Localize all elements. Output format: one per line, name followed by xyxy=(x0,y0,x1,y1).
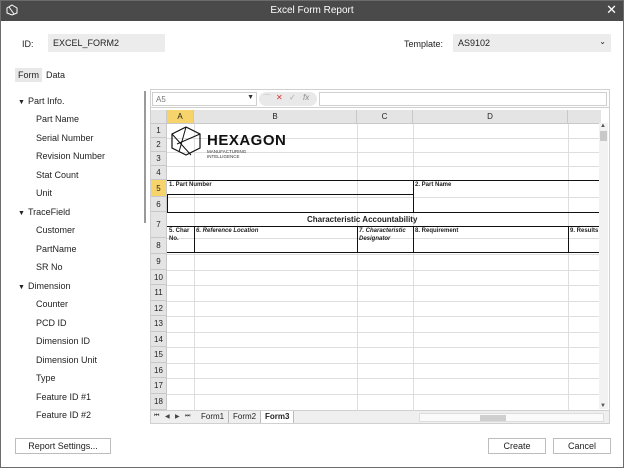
sheet-tab-form1[interactable]: Form1 xyxy=(197,411,229,423)
name-box-value: A5 xyxy=(156,95,166,104)
confirm-icon[interactable]: ✓ xyxy=(289,93,296,102)
last-sheet-icon[interactable]: ⏭ xyxy=(185,413,191,419)
tree-scrollbar[interactable] xyxy=(144,91,146,223)
first-sheet-icon[interactable]: ⏮ xyxy=(154,413,160,419)
cell-requirement: 8. Requirement xyxy=(415,228,459,234)
template-value: AS9102 xyxy=(458,38,491,48)
id-label: ID: xyxy=(22,39,34,49)
vertical-scroll-thumb[interactable] xyxy=(600,131,607,141)
cell-char-designator-line1: 7. Characteristic xyxy=(359,228,406,234)
tree-group-part-info[interactable] xyxy=(18,96,65,106)
cell-grid xyxy=(151,110,601,410)
caret-down-icon: ▼ xyxy=(18,284,25,291)
tab-form[interactable]: Form xyxy=(15,68,42,82)
row-header-16[interactable]: 16 xyxy=(151,363,167,378)
title-bar xyxy=(1,1,623,21)
row-header-7[interactable]: 7 xyxy=(151,212,167,238)
tree-item-label: TraceField xyxy=(28,207,71,217)
row-header-12[interactable]: 12 xyxy=(151,301,167,316)
cell-reference-location: 6. Reference Location xyxy=(196,228,259,234)
logo-wordmark: HEXAGON xyxy=(207,132,287,149)
tree-item-pcd-id[interactable]: PCD ID xyxy=(36,318,67,328)
cell-char-no-line2: No. xyxy=(169,236,179,242)
tree-item-dimension-id[interactable]: Dimension ID xyxy=(36,336,91,346)
caret-down-icon: ▼ xyxy=(18,210,25,217)
column-header-a[interactable]: A xyxy=(167,110,194,124)
report-settings-button[interactable]: Report Settings... xyxy=(15,438,111,454)
prev-sheet-icon[interactable]: ◀ xyxy=(165,414,170,420)
row-header-4[interactable]: 4 xyxy=(151,166,167,180)
tab-data[interactable]: Data xyxy=(46,70,66,80)
create-button[interactable]: Create xyxy=(488,438,546,454)
row-header-10[interactable]: 10 xyxy=(151,270,167,285)
cell-char-no-line1: 5. Char xyxy=(169,228,190,234)
formula-buttons xyxy=(259,92,317,106)
close-icon[interactable]: ✕ xyxy=(606,2,617,17)
template-select[interactable] xyxy=(453,34,611,52)
tree-item-customer[interactable]: Customer xyxy=(36,225,76,235)
row-header-18[interactable]: 18 xyxy=(151,394,167,410)
scroll-down-icon[interactable]: ▼ xyxy=(600,403,606,409)
tree-item-sr-no[interactable]: SR No xyxy=(36,262,63,272)
fx-icon[interactable]: fx xyxy=(303,93,310,102)
vertical-scrollbar[interactable] xyxy=(599,123,608,409)
tree-item-feature-id-1[interactable]: Feature ID #1 xyxy=(36,392,92,402)
cancel-icon[interactable]: ✕ xyxy=(276,93,283,102)
tree-item-stat-count[interactable]: Stat Count xyxy=(36,170,79,180)
sheet-tab-form3[interactable]: Form3 xyxy=(261,411,294,423)
row-header-11[interactable]: 11 xyxy=(151,285,167,301)
window-title: Excel Form Report xyxy=(270,5,354,16)
spreadsheet xyxy=(150,89,610,424)
row-header-8[interactable]: 8 xyxy=(151,238,167,254)
cell-results: 9. Results xyxy=(570,228,599,234)
row-header-5[interactable]: 5 xyxy=(151,180,167,197)
chevron-down-icon: ▼ xyxy=(247,94,254,101)
sheet-tab-form2[interactable]: Form2 xyxy=(229,411,261,423)
selected-cell[interactable] xyxy=(167,194,414,213)
tree-item-revision-number[interactable]: Revision Number xyxy=(36,151,106,161)
tree-group-dimension[interactable] xyxy=(18,281,71,291)
tree-item-label: Dimension xyxy=(28,281,71,291)
tree-item-partname[interactable]: PartName xyxy=(36,244,77,254)
cells-area[interactable] xyxy=(167,124,601,410)
formula-input[interactable] xyxy=(319,92,607,106)
row-header-6[interactable]: 6 xyxy=(151,197,167,212)
scroll-up-icon[interactable]: ▲ xyxy=(600,123,606,129)
row-header-9[interactable]: 9 xyxy=(151,254,167,270)
tree-item-feature-id-2[interactable]: Feature ID #2 xyxy=(36,410,92,420)
horizontal-scrollbar[interactable] xyxy=(419,413,604,422)
cell-part-name-label: 2. Part Name xyxy=(415,182,452,188)
field-tree xyxy=(15,89,147,427)
hexagon-logo-mark xyxy=(169,126,203,156)
tree-item-part-name[interactable]: Part Name xyxy=(36,114,80,124)
name-box[interactable] xyxy=(152,92,257,106)
select-all-corner[interactable] xyxy=(151,110,167,124)
cell-indicator-icon: ⌒ xyxy=(263,94,271,103)
tree-item-unit[interactable]: Unit xyxy=(36,188,53,198)
caret-down-icon: ▼ xyxy=(18,99,25,106)
cell-char-designator-line2: Designator xyxy=(359,236,391,242)
tree-item-counter[interactable]: Counter xyxy=(36,299,69,309)
logo-subtitle: MANUFACTURING INTELLIGENCE xyxy=(207,149,247,159)
template-label: Template: xyxy=(404,39,444,49)
tree-item-type[interactable]: Type xyxy=(36,373,56,383)
row-header-15[interactable]: 15 xyxy=(151,347,167,363)
tree-item-label: Part Info. xyxy=(28,96,65,106)
horizontal-scroll-thumb[interactable] xyxy=(480,415,506,421)
column-header-c[interactable]: C xyxy=(357,110,413,124)
tree-item-serial-number[interactable]: Serial Number xyxy=(36,133,94,143)
column-header-e[interactable] xyxy=(568,110,601,124)
sheet-tab-bar xyxy=(151,410,609,423)
cell-characteristic-accountability: Characteristic Accountability xyxy=(307,215,418,224)
row-header-17[interactable]: 17 xyxy=(151,378,167,394)
hexagon-logo xyxy=(169,126,287,159)
chevron-down-icon: ⌄ xyxy=(599,37,606,46)
tree-group-tracefield[interactable] xyxy=(18,207,70,217)
tree-item-dimension-unit[interactable]: Dimension Unit xyxy=(36,355,98,365)
id-field[interactable]: EXCEL_FORM2 xyxy=(48,34,165,52)
cancel-button[interactable]: Cancel xyxy=(553,438,611,454)
row-header-1[interactable]: 1 xyxy=(151,124,167,138)
row-header-13[interactable]: 13 xyxy=(151,316,167,332)
column-header-b[interactable]: B xyxy=(194,110,357,124)
row-header-14[interactable]: 14 xyxy=(151,332,167,347)
formula-bar xyxy=(151,90,609,108)
cell-part-number-label: 1. Part Number xyxy=(169,182,212,188)
row-header-2[interactable]: 2 xyxy=(151,138,167,152)
next-sheet-icon[interactable]: ▶ xyxy=(175,414,180,420)
row-header-3[interactable]: 3 xyxy=(151,152,167,166)
column-header-d[interactable]: D xyxy=(413,110,568,124)
